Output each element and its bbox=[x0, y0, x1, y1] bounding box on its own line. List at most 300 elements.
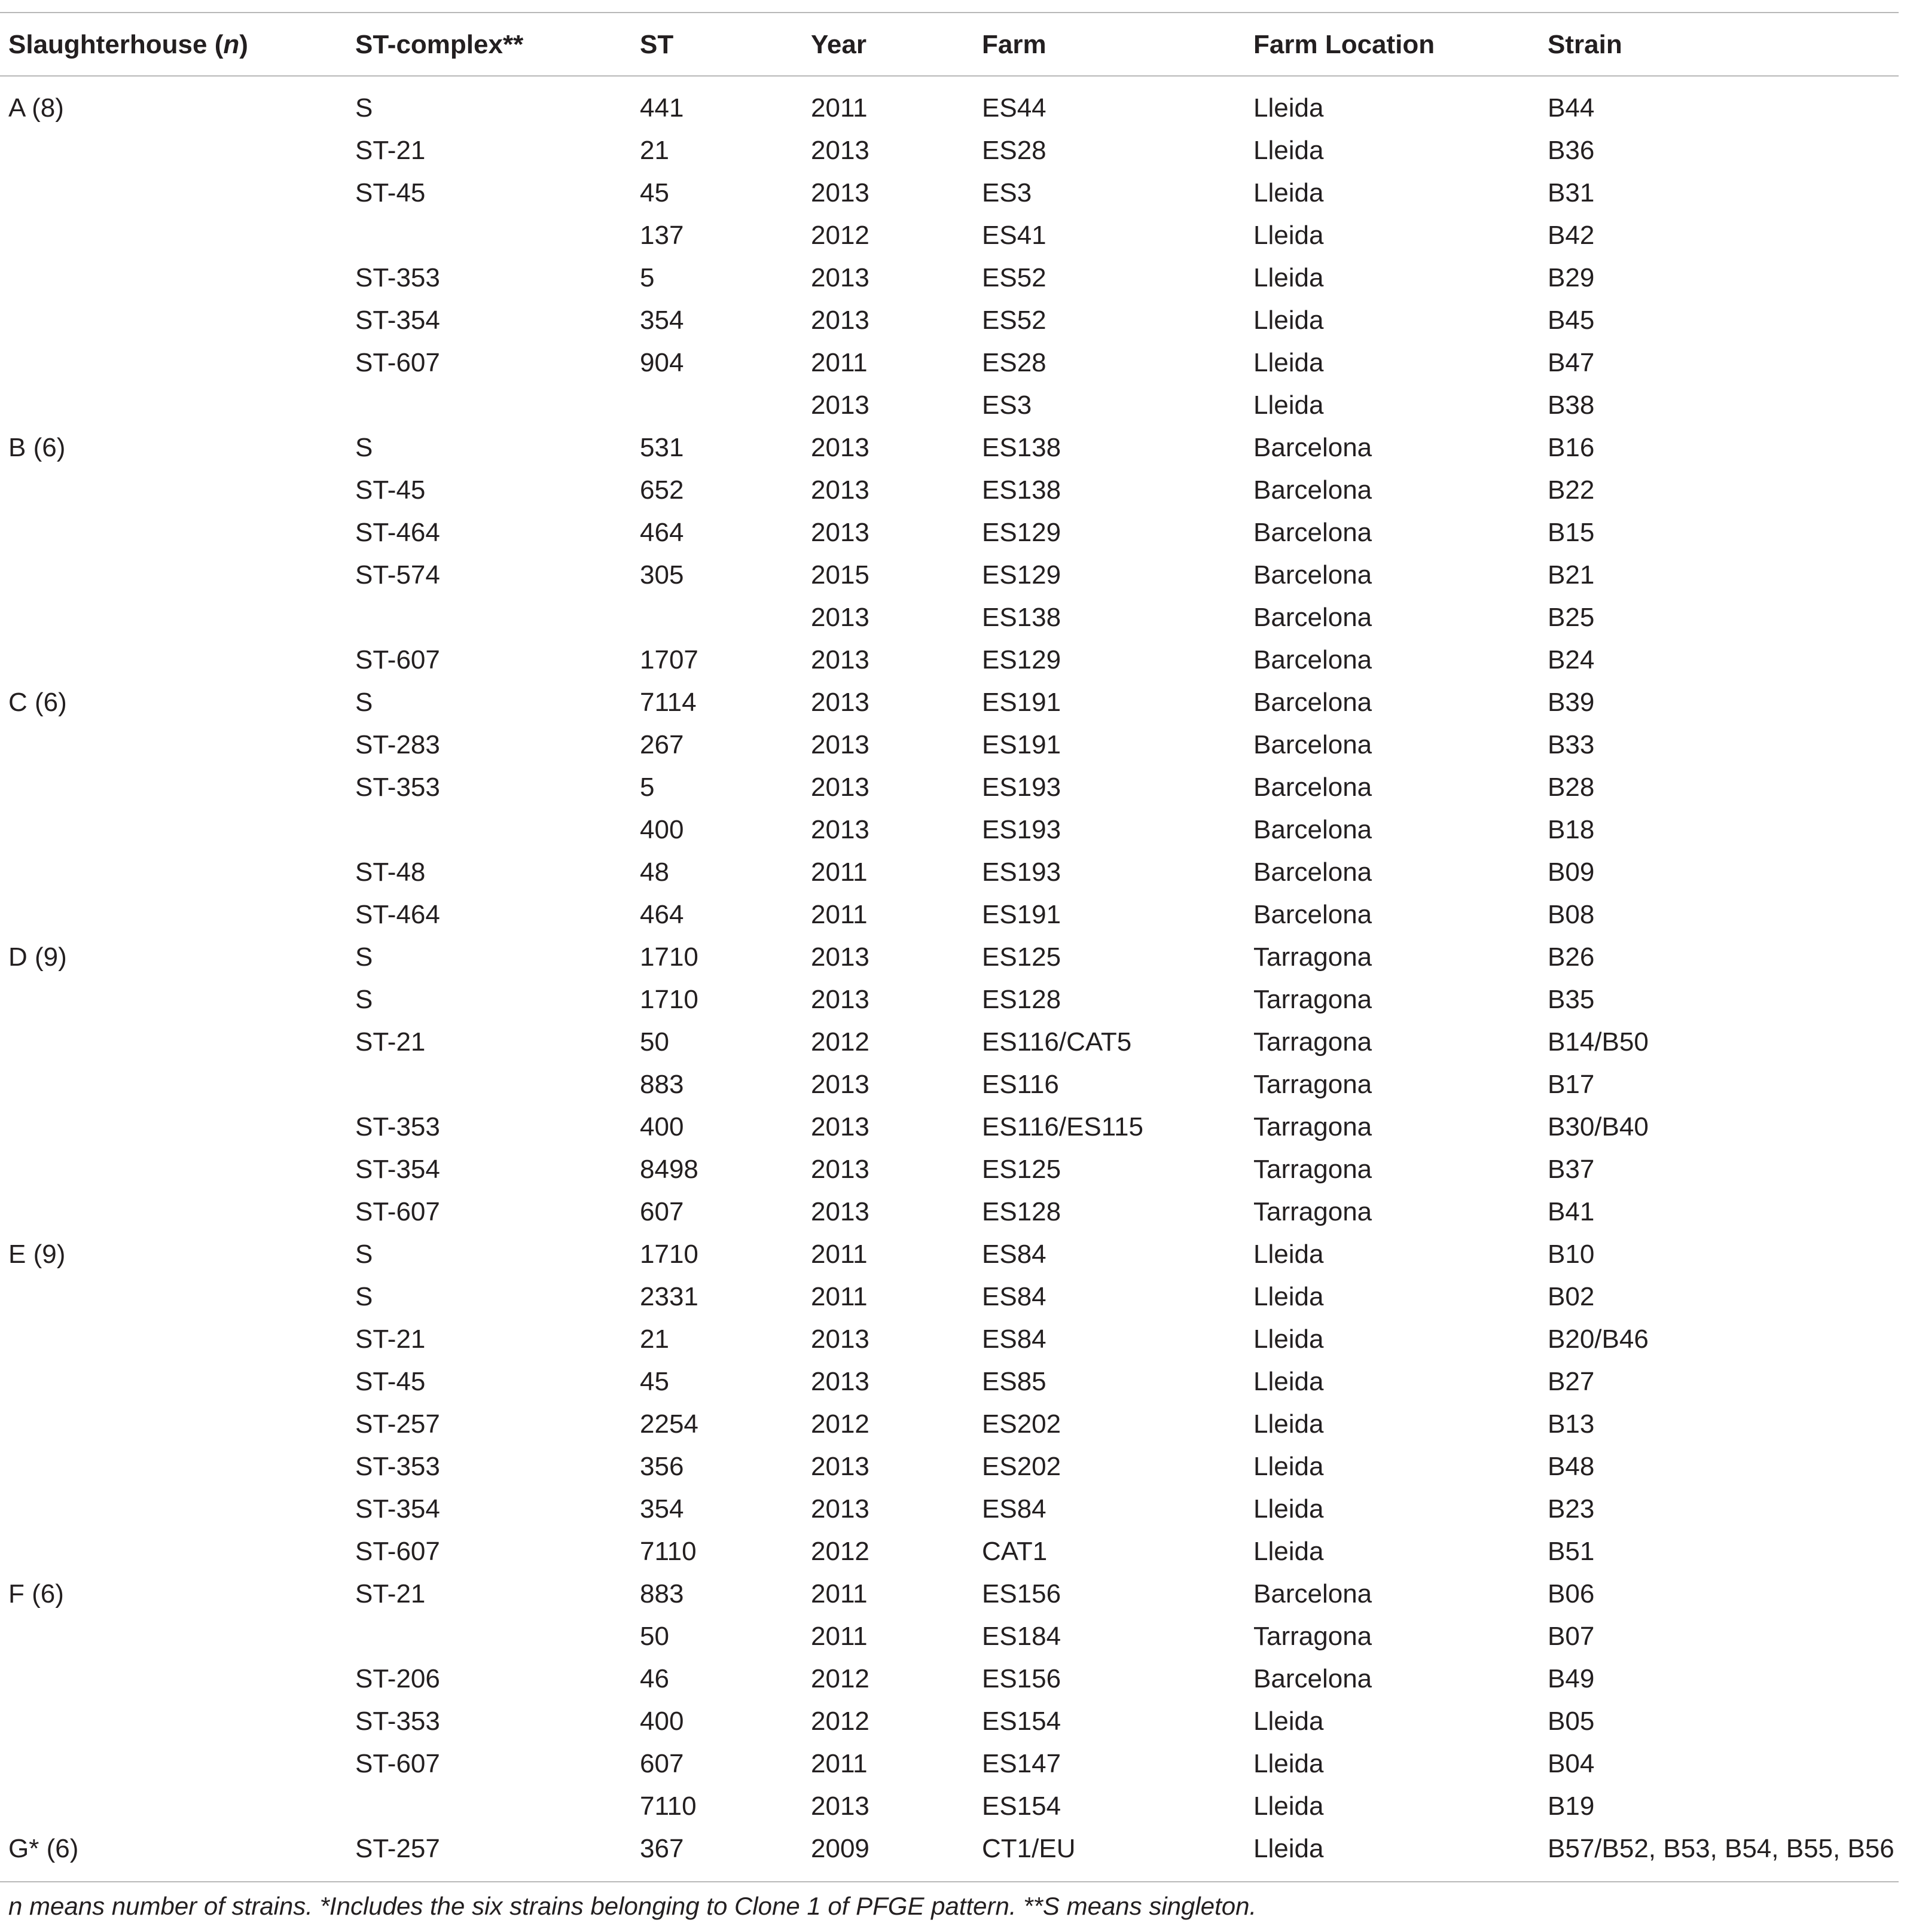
cell-st-complex: ST-45 bbox=[355, 178, 426, 207]
cell-year: 2013 bbox=[811, 942, 869, 972]
cell-farm: ES184 bbox=[982, 1622, 1061, 1651]
cell-st: 367 bbox=[640, 1834, 684, 1863]
cell-farm: ES28 bbox=[982, 348, 1046, 377]
table-header bbox=[0, 24, 1899, 66]
cell-st: 48 bbox=[640, 857, 669, 887]
cell-farm-location: Lleida bbox=[1253, 348, 1324, 377]
cell-st: 46 bbox=[640, 1664, 669, 1693]
table-row bbox=[0, 1828, 1899, 1870]
cell-year: 2013 bbox=[811, 773, 869, 802]
cell-strain: B16 bbox=[1548, 433, 1595, 462]
cell-farm: ES85 bbox=[982, 1367, 1046, 1396]
cell-slaughterhouse: B (6) bbox=[8, 433, 66, 462]
cell-year: 2013 bbox=[811, 475, 869, 505]
cell-year: 2011 bbox=[811, 1240, 868, 1269]
cell-strain: B04 bbox=[1548, 1749, 1595, 1778]
cell-st: 400 bbox=[640, 1707, 684, 1736]
cell-strain: B47 bbox=[1548, 348, 1595, 377]
cell-st-complex: ST-353 bbox=[355, 263, 440, 292]
cell-farm-location: Barcelona bbox=[1253, 475, 1372, 505]
table-row bbox=[0, 1234, 1899, 1276]
table-row bbox=[0, 1318, 1899, 1361]
cell-farm: ES3 bbox=[982, 178, 1032, 207]
cell-farm-location: Barcelona bbox=[1253, 560, 1372, 590]
cell-st-complex: S bbox=[355, 93, 373, 123]
cell-st: 45 bbox=[640, 178, 669, 207]
cell-st-complex: S bbox=[355, 688, 373, 717]
cell-year: 2013 bbox=[811, 390, 869, 420]
cell-st: 5 bbox=[640, 773, 655, 802]
cell-strain: B10 bbox=[1548, 1240, 1595, 1269]
cell-st-complex: ST-354 bbox=[355, 306, 440, 335]
cell-st-complex: ST-464 bbox=[355, 518, 440, 547]
cell-strain: B36 bbox=[1548, 136, 1595, 165]
table-row bbox=[0, 1743, 1899, 1786]
table-row bbox=[0, 979, 1899, 1021]
cell-farm: ES41 bbox=[982, 221, 1046, 250]
table-row bbox=[0, 1488, 1899, 1531]
cell-st-complex: S bbox=[355, 433, 373, 462]
cell-st-complex: ST-353 bbox=[355, 1452, 440, 1481]
cell-farm-location: Lleida bbox=[1253, 1324, 1324, 1354]
cell-farm: ES84 bbox=[982, 1324, 1046, 1354]
table-row bbox=[0, 1403, 1899, 1446]
table-row bbox=[0, 639, 1899, 682]
cell-year: 2011 bbox=[811, 1579, 868, 1609]
cell-farm-location: Tarragona bbox=[1253, 942, 1372, 972]
cell-year: 2013 bbox=[811, 178, 869, 207]
cell-st: 652 bbox=[640, 475, 684, 505]
cell-strain: B21 bbox=[1548, 560, 1595, 590]
cell-year: 2013 bbox=[811, 730, 869, 759]
cell-st: 883 bbox=[640, 1070, 684, 1099]
table-row bbox=[0, 1021, 1899, 1064]
table-row bbox=[0, 342, 1899, 384]
cell-st: 8498 bbox=[640, 1155, 698, 1184]
cell-strain: B31 bbox=[1548, 178, 1595, 207]
table-row bbox=[0, 1573, 1899, 1616]
table-row bbox=[0, 215, 1899, 257]
cell-st-complex: ST-21 bbox=[355, 1027, 426, 1057]
cell-strain: B02 bbox=[1548, 1282, 1595, 1311]
table-row bbox=[0, 512, 1899, 554]
cell-st: 883 bbox=[640, 1579, 684, 1609]
cell-farm: ES52 bbox=[982, 263, 1046, 292]
cell-st-complex: ST-464 bbox=[355, 900, 440, 929]
cell-year: 2012 bbox=[811, 1027, 869, 1057]
cell-st: 7110 bbox=[640, 1791, 697, 1821]
cell-slaughterhouse: A (8) bbox=[8, 93, 64, 123]
cell-year: 2011 bbox=[811, 1282, 868, 1311]
cell-year: 2011 bbox=[811, 1622, 868, 1651]
cell-strain: B18 bbox=[1548, 815, 1595, 844]
cell-farm: ES193 bbox=[982, 815, 1061, 844]
table-row bbox=[0, 597, 1899, 639]
cell-st-complex: S bbox=[355, 942, 373, 972]
cell-farm: ES28 bbox=[982, 136, 1046, 165]
cell-st-complex: ST-607 bbox=[355, 645, 440, 674]
cell-st: 137 bbox=[640, 221, 684, 250]
cell-st-complex: ST-353 bbox=[355, 1112, 440, 1142]
cell-strain: B45 bbox=[1548, 306, 1595, 335]
cell-farm: ES52 bbox=[982, 306, 1046, 335]
cell-st: 531 bbox=[640, 433, 684, 462]
cell-farm-location: Barcelona bbox=[1253, 603, 1372, 632]
cell-farm: ES84 bbox=[982, 1240, 1046, 1269]
cell-st-complex: ST-206 bbox=[355, 1664, 440, 1693]
cell-farm: ES193 bbox=[982, 857, 1061, 887]
table-row bbox=[0, 936, 1899, 979]
cell-farm-location: Barcelona bbox=[1253, 773, 1372, 802]
cell-st: 356 bbox=[640, 1452, 684, 1481]
cell-farm: ES3 bbox=[982, 390, 1032, 420]
table-top-rule bbox=[0, 12, 1899, 13]
table-row bbox=[0, 257, 1899, 300]
table-row bbox=[0, 1616, 1899, 1658]
cell-farm-location: Lleida bbox=[1253, 1537, 1324, 1566]
header-farm: Farm bbox=[982, 30, 1046, 59]
cell-st: 464 bbox=[640, 518, 684, 547]
cell-farm-location: Lleida bbox=[1253, 1282, 1324, 1311]
cell-farm-location: Lleida bbox=[1253, 1749, 1324, 1778]
cell-st: 400 bbox=[640, 815, 684, 844]
table-row bbox=[0, 682, 1899, 724]
cell-farm-location: Lleida bbox=[1253, 1452, 1324, 1481]
table-row bbox=[0, 300, 1899, 342]
cell-year: 2013 bbox=[811, 518, 869, 547]
cell-year: 2011 bbox=[811, 93, 868, 123]
cell-farm: ES129 bbox=[982, 560, 1061, 590]
cell-st: 1710 bbox=[640, 1240, 698, 1269]
table-row bbox=[0, 469, 1899, 512]
table-row bbox=[0, 1531, 1899, 1573]
cell-strain: B05 bbox=[1548, 1707, 1595, 1736]
cell-farm-location: Barcelona bbox=[1253, 815, 1372, 844]
cell-st-complex: ST-21 bbox=[355, 1324, 426, 1354]
cell-farm-location: Barcelona bbox=[1253, 900, 1372, 929]
table-row bbox=[0, 384, 1899, 427]
cell-farm: ES191 bbox=[982, 900, 1061, 929]
table-row bbox=[0, 172, 1899, 215]
cell-farm-location: Tarragona bbox=[1253, 1027, 1372, 1057]
cell-strain: B33 bbox=[1548, 730, 1595, 759]
cell-year: 2013 bbox=[811, 263, 869, 292]
cell-year: 2011 bbox=[811, 1749, 868, 1778]
cell-st-complex: ST-607 bbox=[355, 1197, 440, 1226]
table-body bbox=[0, 87, 1899, 1870]
cell-farm: ES125 bbox=[982, 942, 1061, 972]
cell-farm: ES202 bbox=[982, 1452, 1061, 1481]
table-row bbox=[0, 1786, 1899, 1828]
cell-farm: ES116/CAT5 bbox=[982, 1027, 1132, 1057]
cell-farm-location: Barcelona bbox=[1253, 1579, 1372, 1609]
cell-year: 2012 bbox=[811, 1409, 869, 1439]
cell-year: 2013 bbox=[811, 1155, 869, 1184]
cell-st: 1707 bbox=[640, 645, 698, 674]
cell-farm: ES138 bbox=[982, 475, 1061, 505]
cell-year: 2013 bbox=[811, 1367, 869, 1396]
cell-st: 267 bbox=[640, 730, 684, 759]
cell-farm: ES147 bbox=[982, 1749, 1061, 1778]
cell-strain: B08 bbox=[1548, 900, 1595, 929]
cell-st-complex: ST-607 bbox=[355, 348, 440, 377]
cell-strain: B39 bbox=[1548, 688, 1595, 717]
table-row bbox=[0, 724, 1899, 767]
cell-st: 21 bbox=[640, 1324, 669, 1354]
cell-year: 2011 bbox=[811, 857, 868, 887]
cell-st-complex: ST-21 bbox=[355, 1579, 426, 1609]
header-slaughterhouse: Slaughterhouse (n) bbox=[8, 30, 248, 59]
cell-year: 2013 bbox=[811, 603, 869, 632]
cell-st-complex: S bbox=[355, 1240, 373, 1269]
cell-strain: B41 bbox=[1548, 1197, 1595, 1226]
table-row bbox=[0, 1658, 1899, 1701]
cell-farm-location: Barcelona bbox=[1253, 518, 1372, 547]
cell-farm: ES129 bbox=[982, 518, 1061, 547]
cell-farm: CAT1 bbox=[982, 1537, 1048, 1566]
cell-strain: B48 bbox=[1548, 1452, 1595, 1481]
cell-farm-location: Tarragona bbox=[1253, 1197, 1372, 1226]
cell-strain: B42 bbox=[1548, 221, 1595, 250]
cell-st: 45 bbox=[640, 1367, 669, 1396]
cell-farm-location: Lleida bbox=[1253, 1791, 1324, 1821]
cell-farm-location: Lleida bbox=[1253, 221, 1324, 250]
cell-farm-location: Tarragona bbox=[1253, 1155, 1372, 1184]
cell-year: 2013 bbox=[811, 1197, 869, 1226]
table-row bbox=[0, 767, 1899, 809]
cell-strain: B14/B50 bbox=[1548, 1027, 1649, 1057]
table-row bbox=[0, 1361, 1899, 1403]
cell-farm: ES191 bbox=[982, 730, 1061, 759]
cell-farm-location: Lleida bbox=[1253, 1494, 1324, 1524]
cell-slaughterhouse: G* (6) bbox=[8, 1834, 79, 1863]
cell-year: 2013 bbox=[811, 1324, 869, 1354]
cell-farm: ES129 bbox=[982, 645, 1061, 674]
cell-strain: B24 bbox=[1548, 645, 1595, 674]
cell-year: 2013 bbox=[811, 985, 869, 1014]
cell-year: 2013 bbox=[811, 1452, 869, 1481]
cell-farm-location: Lleida bbox=[1253, 390, 1324, 420]
cell-strain: B29 bbox=[1548, 263, 1595, 292]
cell-strain: B22 bbox=[1548, 475, 1595, 505]
cell-st-complex: ST-354 bbox=[355, 1155, 440, 1184]
cell-st-complex: S bbox=[355, 1282, 373, 1311]
cell-farm-location: Lleida bbox=[1253, 178, 1324, 207]
table-row bbox=[0, 894, 1899, 936]
table-row bbox=[0, 1191, 1899, 1234]
cell-farm: ES202 bbox=[982, 1409, 1061, 1439]
table-row bbox=[0, 1276, 1899, 1318]
cell-strain: B07 bbox=[1548, 1622, 1595, 1651]
cell-st: 305 bbox=[640, 560, 684, 590]
cell-strain: B49 bbox=[1548, 1664, 1595, 1693]
cell-st: 50 bbox=[640, 1622, 669, 1651]
cell-st-complex: ST-607 bbox=[355, 1537, 440, 1566]
header-st: ST bbox=[640, 30, 674, 59]
table-row bbox=[0, 1149, 1899, 1191]
table-row bbox=[0, 130, 1899, 172]
cell-year: 2013 bbox=[811, 815, 869, 844]
cell-farm-location: Lleida bbox=[1253, 263, 1324, 292]
cell-st: 904 bbox=[640, 348, 684, 377]
cell-strain: B06 bbox=[1548, 1579, 1595, 1609]
cell-st-complex: S bbox=[355, 985, 373, 1014]
cell-farm-location: Lleida bbox=[1253, 1409, 1324, 1439]
table-row bbox=[0, 1446, 1899, 1488]
cell-farm: ES156 bbox=[982, 1579, 1061, 1609]
cell-farm: ES193 bbox=[982, 773, 1061, 802]
cell-farm-location: Tarragona bbox=[1253, 985, 1372, 1014]
cell-year: 2011 bbox=[811, 900, 868, 929]
cell-year: 2013 bbox=[811, 1112, 869, 1142]
cell-strain: B15 bbox=[1548, 518, 1595, 547]
cell-st: 607 bbox=[640, 1749, 684, 1778]
cell-st-complex: ST-353 bbox=[355, 773, 440, 802]
cell-st-complex: ST-283 bbox=[355, 730, 440, 759]
cell-farm: ES116/ES115 bbox=[982, 1112, 1143, 1142]
cell-farm-location: Lleida bbox=[1253, 136, 1324, 165]
table-row bbox=[0, 1701, 1899, 1743]
cell-strain: B37 bbox=[1548, 1155, 1595, 1184]
cell-farm-location: Barcelona bbox=[1253, 688, 1372, 717]
cell-strain: B25 bbox=[1548, 603, 1595, 632]
cell-st: 1710 bbox=[640, 942, 698, 972]
cell-farm: ES191 bbox=[982, 688, 1061, 717]
cell-farm: ES84 bbox=[982, 1494, 1046, 1524]
cell-farm-location: Tarragona bbox=[1253, 1112, 1372, 1142]
cell-strain: B19 bbox=[1548, 1791, 1595, 1821]
cell-farm: ES125 bbox=[982, 1155, 1061, 1184]
cell-slaughterhouse: E (9) bbox=[8, 1240, 66, 1269]
cell-strain: B17 bbox=[1548, 1070, 1595, 1099]
cell-st-complex: ST-45 bbox=[355, 1367, 426, 1396]
cell-farm-location: Barcelona bbox=[1253, 730, 1372, 759]
cell-farm-location: Barcelona bbox=[1253, 645, 1372, 674]
table-row bbox=[0, 1064, 1899, 1106]
cell-st: 2331 bbox=[640, 1282, 698, 1311]
cell-st-complex: ST-257 bbox=[355, 1834, 440, 1863]
cell-st-complex: ST-257 bbox=[355, 1409, 440, 1439]
cell-farm: ES84 bbox=[982, 1282, 1046, 1311]
cell-year: 2013 bbox=[811, 136, 869, 165]
cell-strain: B28 bbox=[1548, 773, 1595, 802]
cell-farm: ES128 bbox=[982, 985, 1061, 1014]
cell-year: 2013 bbox=[811, 688, 869, 717]
cell-strain: B30/B40 bbox=[1548, 1112, 1649, 1142]
cell-strain: B38 bbox=[1548, 390, 1595, 420]
cell-year: 2015 bbox=[811, 560, 869, 590]
cell-st: 5 bbox=[640, 263, 655, 292]
cell-farm-location: Tarragona bbox=[1253, 1622, 1372, 1651]
header-st-complex: ST-complex** bbox=[355, 30, 524, 59]
cell-st-complex: ST-45 bbox=[355, 475, 426, 505]
table-row bbox=[0, 809, 1899, 851]
cell-year: 2013 bbox=[811, 1494, 869, 1524]
cell-st: 607 bbox=[640, 1197, 684, 1226]
cell-st: 2254 bbox=[640, 1409, 698, 1439]
table-row bbox=[0, 1106, 1899, 1149]
cell-year: 2013 bbox=[811, 645, 869, 674]
table-row bbox=[0, 851, 1899, 894]
cell-st-complex: ST-21 bbox=[355, 136, 426, 165]
cell-farm-location: Lleida bbox=[1253, 1240, 1324, 1269]
cell-strain: B27 bbox=[1548, 1367, 1595, 1396]
cell-st: 7114 bbox=[640, 688, 697, 717]
cell-year: 2013 bbox=[811, 433, 869, 462]
cell-st: 464 bbox=[640, 900, 684, 929]
header-farm-location: Farm Location bbox=[1253, 30, 1435, 59]
cell-farm: CT1/EU bbox=[982, 1834, 1076, 1863]
header-year: Year bbox=[811, 30, 866, 59]
cell-year: 2009 bbox=[811, 1834, 869, 1863]
cell-farm: ES44 bbox=[982, 93, 1046, 123]
cell-st: 21 bbox=[640, 136, 669, 165]
cell-st-complex: ST-48 bbox=[355, 857, 426, 887]
cell-farm: ES156 bbox=[982, 1664, 1061, 1693]
cell-year: 2013 bbox=[811, 1070, 869, 1099]
cell-farm-location: Lleida bbox=[1253, 1707, 1324, 1736]
cell-farm: ES138 bbox=[982, 603, 1061, 632]
cell-farm-location: Lleida bbox=[1253, 93, 1324, 123]
cell-year: 2012 bbox=[811, 1707, 869, 1736]
cell-year: 2013 bbox=[811, 1791, 869, 1821]
cell-st: 50 bbox=[640, 1027, 669, 1057]
cell-farm: ES154 bbox=[982, 1707, 1061, 1736]
cell-year: 2012 bbox=[811, 221, 869, 250]
table-row bbox=[0, 87, 1899, 130]
cell-farm: ES116 bbox=[982, 1070, 1059, 1099]
cell-slaughterhouse: D (9) bbox=[8, 942, 67, 972]
cell-farm-location: Barcelona bbox=[1253, 433, 1372, 462]
cell-strain: B26 bbox=[1548, 942, 1595, 972]
cell-st: 400 bbox=[640, 1112, 684, 1142]
cell-st: 354 bbox=[640, 306, 684, 335]
header-strain: Strain bbox=[1548, 30, 1622, 59]
cell-strain: B57/B52, B53, B54, B55, B56 bbox=[1548, 1834, 1894, 1863]
cell-year: 2013 bbox=[811, 306, 869, 335]
cell-farm: ES128 bbox=[982, 1197, 1061, 1226]
table-header-rule bbox=[0, 75, 1899, 77]
cell-year: 2012 bbox=[811, 1537, 869, 1566]
table-bottom-rule bbox=[0, 1881, 1899, 1882]
cell-farm: ES138 bbox=[982, 433, 1061, 462]
cell-farm-location: Lleida bbox=[1253, 1367, 1324, 1396]
cell-year: 2012 bbox=[811, 1664, 869, 1693]
cell-strain: B13 bbox=[1548, 1409, 1595, 1439]
table-footnote: n means number of strains. *Includes the six strains belonging to Clone 1 of PFGE pattern. **S means singleton. bbox=[8, 1892, 1257, 1920]
cell-st-complex: ST-574 bbox=[355, 560, 440, 590]
cell-farm-location: Lleida bbox=[1253, 1834, 1324, 1863]
cell-st: 441 bbox=[640, 93, 684, 123]
cell-farm-location: Barcelona bbox=[1253, 857, 1372, 887]
table-row bbox=[0, 427, 1899, 469]
cell-strain: B44 bbox=[1548, 93, 1595, 123]
cell-st-complex: ST-353 bbox=[355, 1707, 440, 1736]
cell-farm-location: Barcelona bbox=[1253, 1664, 1372, 1693]
cell-slaughterhouse: C (6) bbox=[8, 688, 67, 717]
cell-slaughterhouse: F (6) bbox=[8, 1579, 64, 1609]
cell-strain: B51 bbox=[1548, 1537, 1595, 1566]
cell-st: 7110 bbox=[640, 1537, 697, 1566]
cell-st: 354 bbox=[640, 1494, 684, 1524]
cell-farm: ES154 bbox=[982, 1791, 1061, 1821]
cell-st-complex: ST-354 bbox=[355, 1494, 440, 1524]
cell-strain: B35 bbox=[1548, 985, 1595, 1014]
cell-farm-location: Tarragona bbox=[1253, 1070, 1372, 1099]
cell-strain: B09 bbox=[1548, 857, 1595, 887]
cell-strain: B23 bbox=[1548, 1494, 1595, 1524]
cell-farm-location: Lleida bbox=[1253, 306, 1324, 335]
